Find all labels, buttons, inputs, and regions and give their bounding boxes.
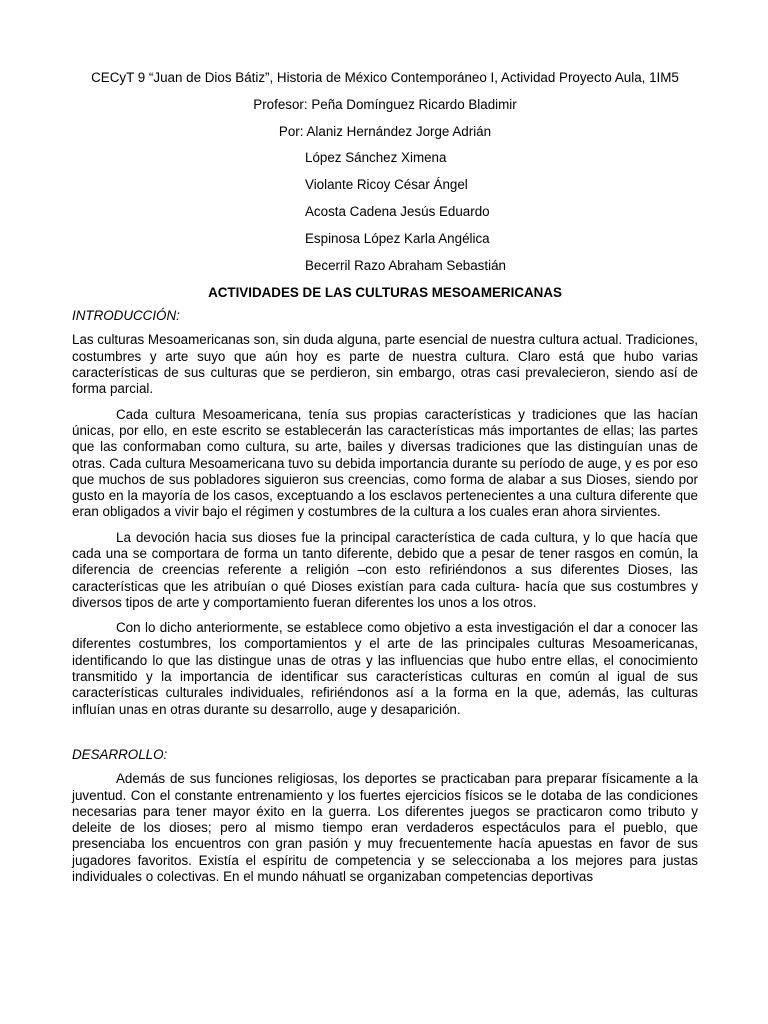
section-spacer <box>72 727 698 747</box>
header-professor-line: Profesor: Peña Domínguez Ricardo Bladimir <box>253 96 517 112</box>
document-title: ACTIVIDADES DE LAS CULTURAS MESOAMERICANAS <box>208 284 562 300</box>
intro-paragraph: La devoción hacia sus dioses fue la principal característica de cada cultura, y lo que hacía que cada una se comportara de forma un tanto diferente, debido que a pesar de tener rasgos en común, la diferencia de creencias referente a religión –con esto refiriéndonos a sus diferentes Dioses, las características que les atribuían o qué Dioses existían para cada cultura- hacía que sus costumbres y diversos tipos de arte y comportamiento fueran diferentes los unos a los otros. <box>72 529 698 610</box>
intro-heading: INTRODUCCIÓN: <box>72 308 180 324</box>
author-name: Espinosa López Karla Angélica <box>305 231 490 247</box>
author-list <box>72 150 698 274</box>
author-name: Acosta Cadena Jesús Eduardo <box>305 204 490 220</box>
author-name: Violante Ricoy César Ángel <box>305 177 468 193</box>
intro-paragraph: Con lo dicho anteriormente, se establece como objetivo a esta investigación el dar a conocer las diferentes costumbres, los comportamientos y el arte de las principales culturas Mesoamericanas, identificando lo que las distingue unas de otras y las influencias que hubo entre ellas, el conocimiento transmitido y la importancia de identificar sus características culturas en común al igual de sus características culturales individuales, refiriéndonos así a la forma en la que, además, las culturas influían unas en otras durante su desarrollo, auge y desaparición. <box>72 620 698 717</box>
development-paragraph: Además de sus funciones religiosas, los deportes se practicaban para preparar físicamente a la juventud. Con el constante entrenamiento y los fuertes ejercicios físicos se le dotaba de las condiciones necesarias para tener mayor éxito en la guerra. Los diferentes juegos se practicaron como tributo y deleite de los dioses; pero al mismo tiempo eran verdaderos espectáculos para el pueblo, que presenciaba los encuentros con gran pasión y muy frecuentemente hacía apuestas en favor de sus jugadores favoritos. Existía el espíritu de competencia y se seleccionaba a los mejores para justas individuales o colectivas. En el mundo náhuatl se organizaban competencias deportivas <box>72 771 698 885</box>
development-heading: DESARROLLO: <box>72 746 168 762</box>
header-author-line: Por: Alaniz Hernández Jorge Adrián <box>278 123 492 139</box>
author-name: Becerril Razo Abraham Sebastián <box>305 257 506 273</box>
intro-paragraph: Cada cultura Mesoamericana, tenía sus propias características y tradiciones que las hacían únicas, por ello, en este escrito se establecerán las características más importantes de ellas; las partes que las conformaban como cultura, su arte, bailes y diversas tradiciones que las distinguían unas de otras. Cada cultura Mesoamericana tuvo su debida importancia durante su período de auge, y es por eso que muchos de sus pobladores siguieron sus creencias, como forma de alabar a sus Dioses, siendo por gusto en la mayoría de los casos, exceptuando a los esclavos pertenecientes a una cultura diferente que eran obligados a vivir bajo el régimen y costumbres de la cultura a los cuales eran ahora sirvientes. <box>72 406 698 520</box>
header-institution-line: CECyT 9 “Juan de Dios Bátiz”, Historia de México Contemporáneo I, Actividad Proyecto Aula, 1IM5 <box>91 70 679 85</box>
intro-paragraph: Las culturas Mesoamericanas son, sin duda alguna, parte esencial de nuestra cultura actual. Tradiciones, costumbres y arte suyo que aún hoy es parte de nuestra cultura. Claro está que hubo varias características de sus culturas que se perdieron, sin embargo, otras casi prevalecieron, siendo así de forma parcial. <box>72 332 698 397</box>
author-name: López Sánchez Ximena <box>305 150 447 166</box>
